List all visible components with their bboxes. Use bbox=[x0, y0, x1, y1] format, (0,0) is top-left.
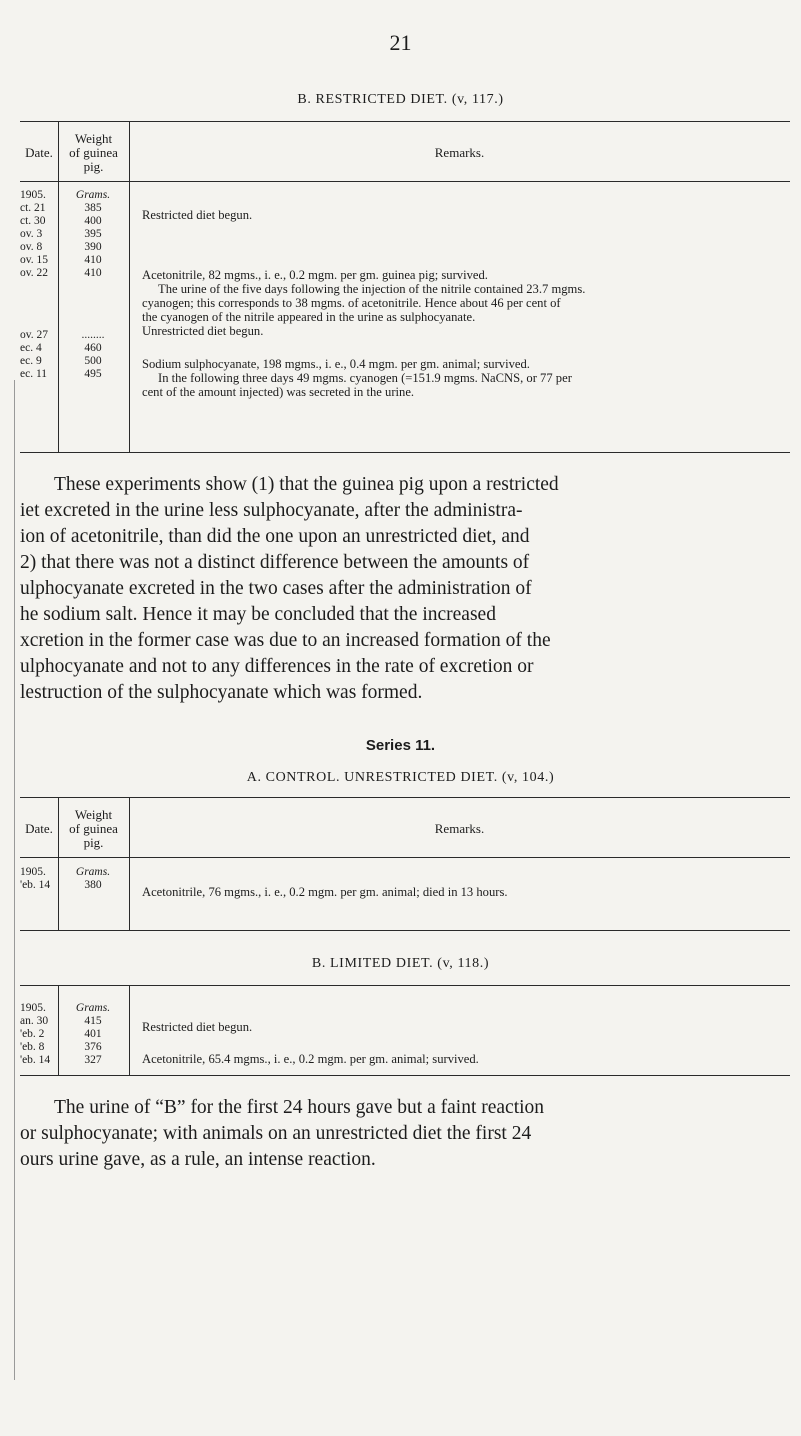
paragraph-line: ulphocyanate and not to any differences in the rate of excretion or bbox=[20, 656, 534, 677]
table-row-weight: 410 bbox=[84, 254, 102, 266]
unit-label: Grams. bbox=[75, 1002, 111, 1014]
table-row-weight: 415 bbox=[84, 1015, 102, 1027]
table-row-date: 'eb. 14 bbox=[20, 1054, 51, 1066]
table-bottom-rule bbox=[20, 452, 790, 453]
remark-line: cyanogen; this corresponds to 38 mgms. of acetonitrile. Hence about 46 per cent of bbox=[142, 296, 561, 310]
remark-line: cent of the amount injected) was secreted in the urine. bbox=[142, 385, 415, 399]
table-top-rule bbox=[20, 985, 790, 986]
table-row-weight: 327 bbox=[84, 1054, 102, 1066]
header-weight: Weight of guinea pig. bbox=[69, 807, 118, 850]
table-bottom-rule bbox=[20, 930, 790, 931]
table-row-date: ec. 4 bbox=[20, 342, 42, 354]
col-divider bbox=[129, 797, 130, 930]
table-row-weight: 460 bbox=[84, 342, 102, 354]
section-a-control-title: A. CONTROL. UNRESTRICTED DIET. (v, 104.) bbox=[246, 770, 555, 785]
table-row-weight: 385 bbox=[84, 202, 102, 214]
header-rule bbox=[20, 857, 790, 858]
year-label: 1905. bbox=[20, 189, 46, 201]
page-margin-line bbox=[14, 380, 15, 1380]
paragraph-line: iet excreted in the urine less sulphocyanate, after the administra- bbox=[20, 500, 523, 521]
remark-line: Acetonitrile, 76 mgms., i. e., 0.2 mgm. per gm. animal; died in 13 hours. bbox=[142, 885, 508, 899]
col-divider bbox=[129, 985, 130, 1075]
table-row-weight: 376 bbox=[84, 1041, 102, 1053]
remark-line: The urine of the five days following the injection of the nitrile contained 23.7 mgms. bbox=[158, 282, 586, 296]
remark-line: the cyanogen of the nitrile appeared in the urine as sulphocyanate. bbox=[142, 310, 476, 324]
table-row-date: 'eb. 2 bbox=[20, 1028, 45, 1040]
paragraph-line: or sulphocyanate; with animals on an unrestricted diet the first 24 bbox=[20, 1123, 532, 1144]
paragraph-line: These experiments show (1) that the guinea pig upon a restricted bbox=[54, 474, 559, 495]
header-date: Date. bbox=[25, 821, 53, 836]
table-row-date: 'eb. 8 bbox=[20, 1041, 45, 1053]
section-b-limited-diet-title: B. LIMITED DIET. (v, 118.) bbox=[311, 956, 490, 971]
table-row-date: ec. 9 bbox=[20, 355, 42, 367]
year-label: 1905. bbox=[20, 866, 46, 878]
table-row-date: ov. 15 bbox=[20, 254, 49, 266]
table-top-rule bbox=[20, 797, 790, 798]
unit-label: Grams. bbox=[75, 866, 111, 878]
header-rule bbox=[20, 181, 790, 182]
table-row-weight: 395 bbox=[84, 228, 102, 240]
remark-line: Restricted diet begun. bbox=[142, 208, 253, 222]
header-weight: Weight of guinea pig. bbox=[69, 131, 118, 174]
table-row-date: ov. 3 bbox=[20, 228, 43, 240]
remark-line: Sodium sulphocyanate, 198 mgms., i. e., 0.4 mgm. per gm. animal; survived. bbox=[142, 357, 530, 371]
paragraph-line: lestruction of the sulphocyanate which was formed. bbox=[20, 682, 423, 703]
header-remarks: Remarks. bbox=[434, 145, 485, 160]
remark-line: Unrestricted diet begun. bbox=[142, 324, 264, 338]
paragraph-line: ion of acetonitrile, than did the one upon an unrestricted diet, and bbox=[20, 526, 530, 547]
remark-line: Restricted diet begun. bbox=[142, 1020, 253, 1034]
header-date: Date. bbox=[25, 145, 53, 160]
table-row-date: 'eb. 14 bbox=[20, 879, 51, 891]
col-divider bbox=[129, 121, 130, 452]
table-row-date: ov. 27 bbox=[20, 329, 49, 341]
paragraph-line: The urine of “B” for the first 24 hours gave but a faint reaction bbox=[54, 1097, 545, 1118]
table-row-date: ct. 21 bbox=[20, 202, 46, 214]
paragraph-line: ours urine gave, as a rule, an intense reaction. bbox=[20, 1149, 376, 1170]
paragraph-line: ulphocyanate excreted in the two cases after the administration of bbox=[20, 578, 532, 599]
table-row-weight: 495 bbox=[84, 368, 102, 380]
table-row-weight: 410 bbox=[84, 267, 102, 279]
table-row-date: an. 30 bbox=[20, 1015, 49, 1027]
table-top-rule bbox=[20, 121, 790, 122]
header-remarks: Remarks. bbox=[434, 821, 485, 836]
remark-line: In the following three days 49 mgms. cyanogen (=151.9 mgms. NaCNS, or 77 per bbox=[158, 371, 572, 385]
unit-label: Grams. bbox=[75, 189, 111, 201]
table-row-date: ct. 30 bbox=[20, 215, 46, 227]
section-b-restricted-diet-title: B. RESTRICTED DIET. (v, 117.) bbox=[297, 92, 504, 107]
table-row-weight: 401 bbox=[84, 1028, 102, 1040]
table-row-weight: ........ bbox=[81, 329, 105, 341]
remark-line: Acetonitrile, 65.4 mgms., i. e., 0.2 mgm. per gm. animal; survived. bbox=[142, 1052, 479, 1066]
table-row-weight: 380 bbox=[84, 879, 102, 891]
remark-line: Acetonitrile, 82 mgms., i. e., 0.2 mgm. per gm. guinea pig; survived. bbox=[142, 268, 488, 282]
paragraph-line: xcretion in the former case was due to an increased formation of the bbox=[20, 630, 551, 651]
table-row-weight: 390 bbox=[84, 241, 102, 253]
table-row-weight: 400 bbox=[84, 215, 102, 227]
table-bottom-rule bbox=[20, 1075, 790, 1076]
paragraph-line: 2) that there was not a distinct difference between the amounts of bbox=[20, 552, 530, 573]
table-row-date: ov. 22 bbox=[20, 267, 49, 279]
table-row-date: ec. 11 bbox=[20, 368, 48, 380]
table-row-weight: 500 bbox=[84, 355, 102, 367]
page-number: 21 bbox=[389, 30, 412, 55]
paragraph-line: he sodium salt. Hence it may be concluded that the increased bbox=[20, 604, 496, 625]
series-title: Series 11. bbox=[365, 737, 436, 754]
year-label: 1905. bbox=[20, 1002, 46, 1014]
table-row-date: ov. 8 bbox=[20, 241, 43, 253]
